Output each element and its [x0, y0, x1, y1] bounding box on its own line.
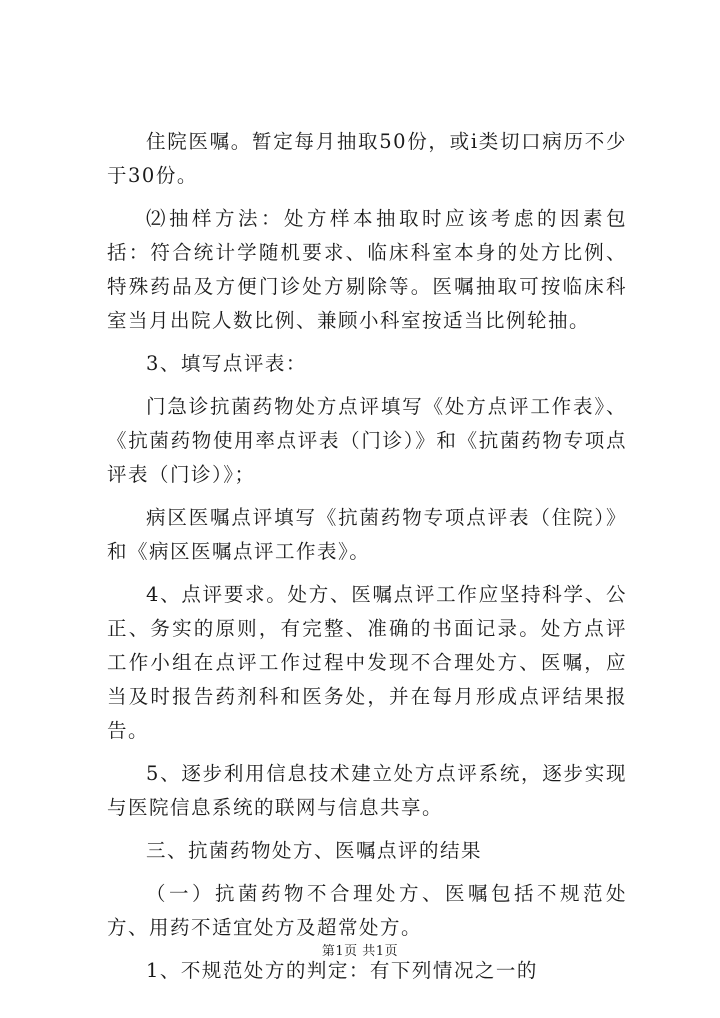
document-body — [107, 125, 627, 997]
paragraph-sampling-method: ⑵抽样方法：处方样本抽取时应该考虑的因素包括：符合统计学随机要求、临床科室本身的处方比例、特殊药品及方便门诊处方剔除等。医嘱抽取可按临床科室当月出院人数比例、兼顾小科室按适当比例轮抽。 — [107, 207, 627, 332]
paragraph-information-system: 5、逐步利用信息技术建立处方点评系统，逐步实现与医院信息系统的联网与信息共享。 — [107, 762, 627, 819]
paragraph-review-requirements: 4、点评要求。处方、医嘱点评工作应坚持科学、公正、务实的原则，有完整、准确的书面记录。处方点评工作小组在点评工作过程中发现不合理处方、医嘱，应当及时报告药剂科和医务处，并在每月形成点评结果报告。 — [107, 583, 627, 742]
section-heading-results: 三、抗菌药物处方、医嘱点评的结果 — [146, 839, 483, 862]
page-footer: 第1页 共1页 — [321, 944, 399, 959]
paragraph-unreasonable-prescriptions: （一）抗菌药物不合理处方、医嘱包括不规范处方、用药不适宜处方及超常处方。 — [107, 882, 627, 939]
paragraph-ward-forms: 病区医嘱点评填写《抗菌药物专项点评表（住院）》和《病区医嘱点评工作表》。 — [107, 506, 627, 563]
paragraph-nonstandard-criteria: 1、不规范处方的判定：有下列情况之一的 — [146, 959, 538, 982]
paragraph-fill-forms-heading: 3、填写点评表： — [146, 352, 307, 375]
paragraph-sampling-quota: 住院医嘱。暂定每月抽取50份，或i类切口病历不少于30份。 — [107, 130, 627, 187]
paragraph-outpatient-forms: 门急诊抗菌药物处方点评填写《处方点评工作表》、《抗菌药物使用率点评表（门诊）》和《抗菌药物专项点评表（门诊）》； — [107, 395, 627, 486]
